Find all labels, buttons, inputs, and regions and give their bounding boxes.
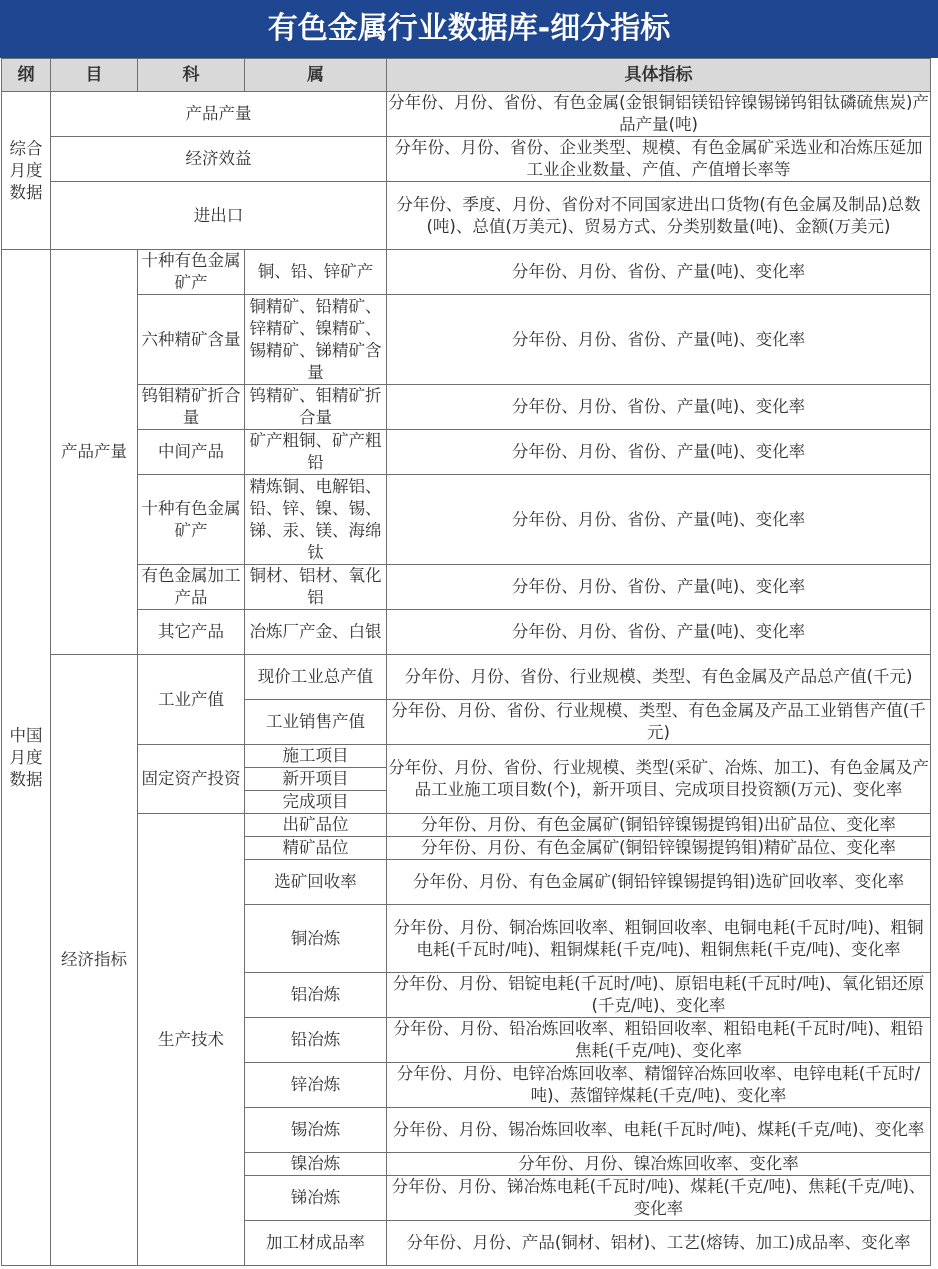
table-row <box>2 295 931 385</box>
shu-cell: 锑冶炼 <box>245 1176 387 1221</box>
spec-cell: 分年份、月份、省份、产量(吨)、变化率 <box>387 250 931 295</box>
shu-cell: 矿产粗铜、矿产粗铅 <box>245 430 387 475</box>
shu-cell: 铜、铅、锌矿产 <box>245 250 387 295</box>
header-gang: 纲 <box>2 59 51 92</box>
header-mu: 目 <box>51 59 138 92</box>
spec-cell: 分年份、月份、有色金属矿(铜铅锌镍锡提钨钼)出矿品位、变化率 <box>387 814 931 837</box>
table-row <box>2 430 931 475</box>
spec-cell: 分年份、月份、有色金属矿(铜铅锌镍锡提钨钼)精矿品位、变化率 <box>387 837 931 860</box>
table-row <box>2 655 931 700</box>
spec-cell: 分年份、月份、省份、产量(吨)、变化率 <box>387 385 931 430</box>
shu-cell: 锌冶炼 <box>245 1063 387 1108</box>
spec-cell: 分年份、月份、有色金属矿(铜铅锌镍锡提钨钼)选矿回收率、变化率 <box>387 860 931 905</box>
spec-cell: 分年份、月份、省份、行业规模、类型、有色金属及产品总产值(千元) <box>387 655 931 700</box>
ke-cell: 中间产品 <box>138 430 245 475</box>
ke-cell: 钨钼精矿折合量 <box>138 385 245 430</box>
spec-cell: 分年份、月份、铅冶炼回收率、粗铅回收率、粗铅电耗(千瓦时/吨)、粗铅焦耗(千克/吨)、变化率 <box>387 1018 931 1063</box>
ke-cell: 生产技术 <box>138 814 245 1266</box>
ke-cell: 工业产值 <box>138 655 245 745</box>
mu-cell: 经济指标 <box>51 655 138 1266</box>
spec-cell: 分年份、月份、省份、有色金属(金银铜铝镁铅锌镍锡锑钨钼钛磷硫焦炭)产品产量(吨) <box>387 92 931 137</box>
shu-cell: 加工材成品率 <box>245 1221 387 1266</box>
shu-cell: 铝冶炼 <box>245 973 387 1018</box>
mu-cell: 产品产量 <box>51 250 138 655</box>
shu-cell: 出矿品位 <box>245 814 387 837</box>
spec-cell: 分年份、季度、月份、省份对不同国家进出口货物(有色金属及制品)总数(吨)、总值(万美元)、贸易方式、分类别数量(吨)、金额(万美元) <box>387 182 931 250</box>
shu-cell: 镍冶炼 <box>245 1153 387 1176</box>
shu-cell: 工业销售产值 <box>245 700 387 745</box>
ke-cell: 六种精矿含量 <box>138 295 245 385</box>
spec-cell: 分年份、月份、省份、产量(吨)、变化率 <box>387 565 931 610</box>
spec-cell: 分年份、月份、省份、行业规模、类型、有色金属及产品工业销售产值(千元) <box>387 700 931 745</box>
shu-cell: 选矿回收率 <box>245 860 387 905</box>
ke-cell: 十种有色金属矿产 <box>138 475 245 565</box>
shu-cell: 锡冶炼 <box>245 1108 387 1153</box>
table-row <box>2 182 931 250</box>
shu-cell: 施工项目 <box>245 745 387 768</box>
header-ke: 科 <box>138 59 245 92</box>
shu-cell: 铜冶炼 <box>245 905 387 973</box>
spec-cell: 分年份、月份、省份、产量(吨)、变化率 <box>387 610 931 655</box>
header-shu: 属 <box>245 59 387 92</box>
gang-cell: 中国月度数据 <box>2 250 51 1266</box>
spec-cell: 分年份、月份、铜冶炼回收率、粗铜回收率、电铜电耗(千瓦时/吨)、粗铜电耗(千瓦时/吨)、粗铜煤耗(千克/吨)、粗铜焦耗(千克/吨)、变化率 <box>387 905 931 973</box>
table-row <box>2 385 931 430</box>
spec-cell: 分年份、月份、省份、企业类型、规模、有色金属矿采选业和冶炼压延加工业企业数量、产值、产值增长率等 <box>387 137 931 182</box>
table-row <box>2 92 931 137</box>
spec-cell: 分年份、月份、省份、产量(吨)、变化率 <box>387 295 931 385</box>
table-row <box>2 814 931 837</box>
shu-cell: 铜材、铝材、氧化铝 <box>245 565 387 610</box>
ke-cell: 其它产品 <box>138 610 245 655</box>
table-row <box>2 745 931 768</box>
table-row <box>2 610 931 655</box>
header-spec: 具体指标 <box>387 59 931 92</box>
mu-cell: 经济效益 <box>51 137 387 182</box>
spec-cell: 分年份、月份、省份、行业规模、类型(采矿、冶炼、加工)、有色金属及产品工业施工项目数(个)，新开项目、完成项目投资额(万元)、变化率 <box>387 745 931 814</box>
shu-cell: 完成项目 <box>245 791 387 814</box>
table-row <box>2 250 931 295</box>
spec-cell: 分年份、月份、产品(铜材、铝材)、工艺(熔铸、加工)成品率、变化率 <box>387 1221 931 1266</box>
spec-cell: 分年份、月份、电锌冶炼回收率、精馏锌冶炼回收率、电锌电耗(千瓦时/吨)、蒸馏锌煤耗(千克/吨)、变化率 <box>387 1063 931 1108</box>
mu-cell: 进出口 <box>51 182 387 250</box>
spec-cell: 分年份、月份、镍冶炼回收率、变化率 <box>387 1153 931 1176</box>
shu-cell: 铅冶炼 <box>245 1018 387 1063</box>
shu-cell: 冶炼厂产金、白银 <box>245 610 387 655</box>
spec-cell: 分年份、月份、锑冶炼电耗(千瓦时/吨)、煤耗(千克/吨)、焦耗(千克/吨)、变化率 <box>387 1176 931 1221</box>
shu-cell: 现价工业总产值 <box>245 655 387 700</box>
table-row <box>2 475 931 565</box>
header-row <box>2 59 931 92</box>
indicator-table <box>1 58 931 1266</box>
shu-cell: 精矿品位 <box>245 837 387 860</box>
shu-cell: 新开项目 <box>245 768 387 791</box>
gang-cell: 综合月度数据 <box>2 92 51 250</box>
spec-cell: 分年份、月份、铝锭电耗(千瓦时/吨)、原铝电耗(千瓦时/吨)、氧化铝还原(千克/吨)、变化率 <box>387 973 931 1018</box>
shu-cell: 钨精矿、钼精矿折合量 <box>245 385 387 430</box>
spec-cell: 分年份、月份、省份、产量(吨)、变化率 <box>387 475 931 565</box>
spec-cell: 分年份、月份、省份、产量(吨)、变化率 <box>387 430 931 475</box>
ke-cell: 十种有色金属矿产 <box>138 250 245 295</box>
mu-cell: 产品产量 <box>51 92 387 137</box>
shu-cell: 精炼铜、电解铝、铅、锌、镍、锡、锑、汞、镁、海绵钛 <box>245 475 387 565</box>
table-row <box>2 137 931 182</box>
table-row <box>2 565 931 610</box>
ke-cell: 固定资产投资 <box>138 745 245 814</box>
ke-cell: 有色金属加工产品 <box>138 565 245 610</box>
spec-cell: 分年份、月份、锡冶炼回收率、电耗(千瓦时/吨)、煤耗(千克/吨)、变化率 <box>387 1108 931 1153</box>
shu-cell: 铜精矿、铅精矿、锌精矿、镍精矿、锡精矿、锑精矿含量 <box>245 295 387 385</box>
page-title: 有色金属行业数据库-细分指标 <box>0 0 938 58</box>
